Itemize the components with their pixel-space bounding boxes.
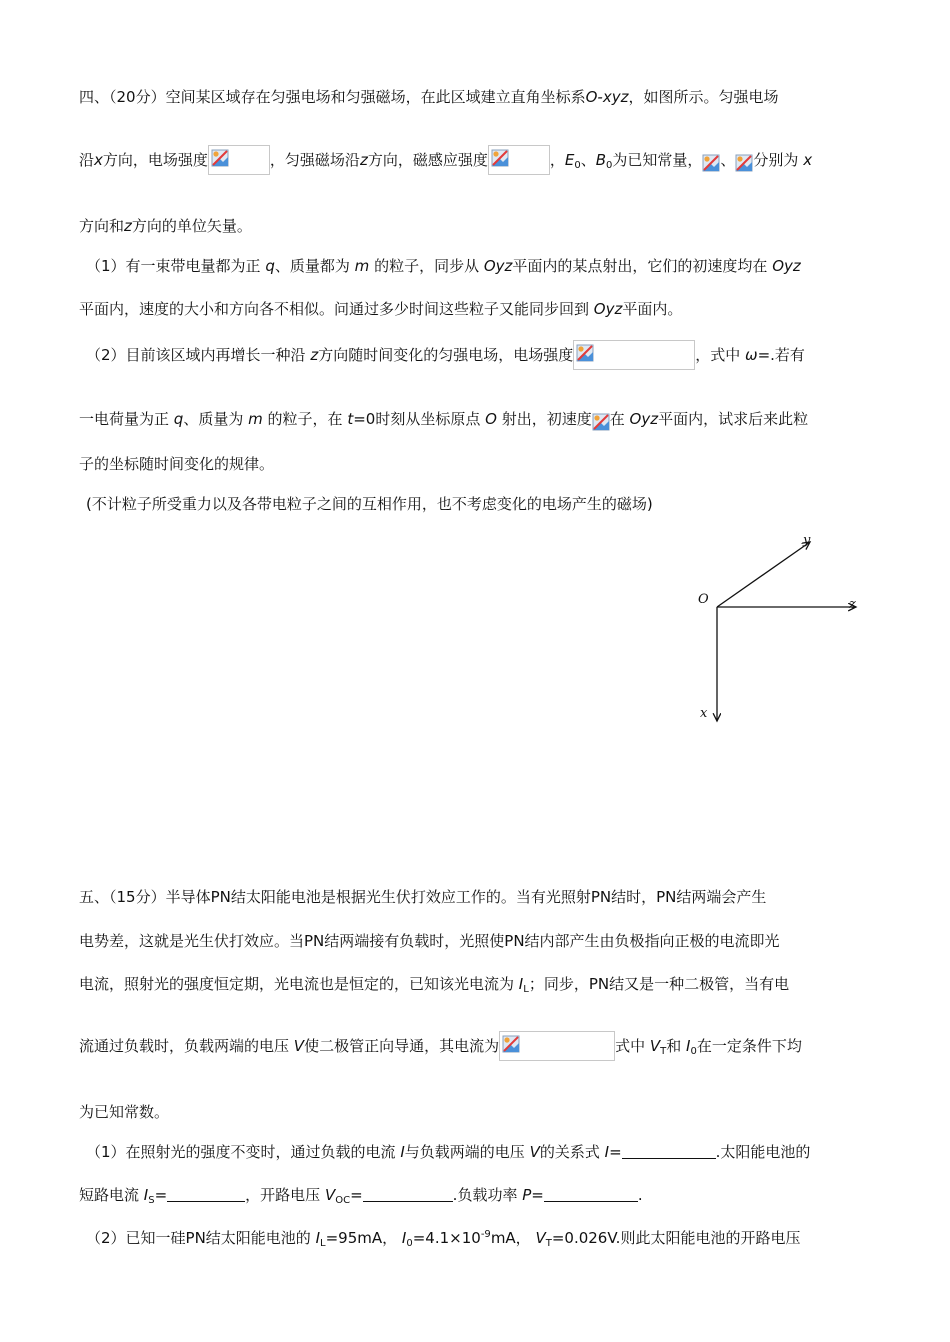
broken-image-icon [491, 149, 509, 167]
text-run: 0 [406, 1238, 413, 1249]
text-run: ω [745, 346, 758, 364]
text-run: 平面内。 [622, 300, 683, 318]
text-run: I [686, 1037, 691, 1055]
text-run: V [529, 1143, 540, 1161]
text-run: 方向，磁感应强度 [367, 151, 488, 169]
text-run: 短路电流 [79, 1186, 140, 1204]
text-run: I [604, 1143, 610, 1161]
text-run: ， [549, 151, 565, 169]
text-run: V [324, 1186, 336, 1204]
text-run: S [148, 1195, 155, 1206]
text-run: = [350, 1186, 363, 1204]
text-run: 分别为 [753, 151, 799, 169]
text-run: 方向，电场强度 [102, 151, 208, 169]
broken-image-icon [211, 149, 229, 167]
text-run: （2）已知一硅PN结太阳能电池的 [86, 1229, 311, 1247]
coordinate-axes-figure [690, 525, 870, 735]
y-axis-label: y [803, 533, 811, 548]
electric-field-formula-image [208, 145, 270, 175]
text-run: 在 [609, 410, 625, 428]
q5-line-1: 五、（15分）半导体PN结太阳能电池是根据光生伏打效应工作的。当有光照射PN结时，PN结两端会产生 [79, 888, 767, 906]
q5-line-4 [79, 1031, 802, 1062]
text-run: 使二极管正向导通，其电流为 [304, 1037, 500, 1055]
text-run: 沿 [79, 151, 95, 169]
text-run: = [154, 1186, 168, 1204]
q5-part2-line-1 [86, 1225, 800, 1254]
text-run: 、质量都为 [274, 257, 350, 275]
q4-line-2 [79, 145, 812, 176]
x-axis-label: x [700, 706, 708, 721]
text-run: Oyz [593, 300, 623, 318]
q4-part2-line-3: 子的坐标随时间变化的规律。 [79, 455, 275, 473]
broken-image-icon [735, 154, 753, 172]
q5-part1-line-2 [79, 1185, 643, 1211]
text-run: P [522, 1186, 532, 1204]
text-run: L [320, 1238, 326, 1249]
answer-blank-power[interactable] [544, 1201, 638, 1202]
text-run: 0 [574, 160, 581, 171]
text-run: t [347, 410, 354, 428]
origin-label: O [698, 592, 709, 607]
broken-image-icon [502, 1035, 520, 1053]
text-run: =95mA， [325, 1229, 398, 1247]
unit-vector-i-image [702, 151, 720, 175]
text-run: ，匀强磁场沿 [269, 151, 360, 169]
text-run: m [354, 257, 370, 275]
text-run: T [660, 1046, 667, 1057]
text-run: 为已知常量， [612, 151, 703, 169]
text-run: 平面内，试求后来此粒 [658, 410, 809, 428]
q4-note: (不计粒子所受重力以及各带电粒子之间的互相作用，也不考虑变化的电场产生的磁场) [86, 495, 653, 513]
broken-image-icon [592, 413, 610, 431]
answer-blank-short-circuit[interactable] [167, 1201, 245, 1202]
text-run: E [564, 151, 575, 169]
text-run: Oyz [629, 410, 659, 428]
text-run: =0.026V.则此太阳能电池的开路电压 [551, 1229, 801, 1247]
text-run: 、质量为 [183, 410, 244, 428]
text-run: 方向随时间变化的匀强电场，电场强度 [318, 346, 574, 364]
answer-blank-current[interactable] [622, 1158, 716, 1159]
text-run: =0时刻从坐标原点 [353, 410, 481, 428]
text-run: 、 [580, 151, 596, 169]
text-run: ，开路电压 [245, 1186, 321, 1204]
text-run: O [485, 410, 497, 428]
time-varying-field-formula-image [573, 340, 695, 370]
q5-part1-line-1 [86, 1142, 810, 1162]
text-run: OC [335, 1195, 351, 1206]
text-run: （1）有一束带电量都为正 [86, 257, 261, 275]
diode-current-formula-image [499, 1031, 615, 1061]
q4-part2-line-1 [86, 340, 805, 370]
text-run: . [637, 1186, 643, 1204]
text-run: I [400, 1143, 405, 1161]
text-run: q [173, 410, 184, 428]
text-run: 方向的单位矢量。 [131, 217, 252, 235]
text-run: 的关系式 [539, 1143, 600, 1161]
text-run: Oyz [772, 257, 801, 275]
text-run: 流通过负载时，负载两端的电压 [79, 1037, 290, 1055]
text-run: .负载功率 [452, 1186, 518, 1204]
text-run: 射出，初速度 [501, 410, 592, 428]
text-run: I [518, 975, 524, 993]
text-run: -9 [480, 1229, 491, 1240]
text-run: 的粒子，同步从 [374, 257, 480, 275]
text-run: Oyz [483, 257, 513, 275]
text-run: m [248, 410, 263, 428]
text-run: z [359, 151, 368, 169]
text-run: 在一定条件下均 [696, 1037, 802, 1055]
z-axis-label: z [849, 597, 856, 612]
text-run: 平面内的某点射出，它们的初速度均在 [512, 257, 768, 275]
text-run: .太阳能电池的 [715, 1143, 811, 1161]
q5-line-3 [79, 974, 789, 1000]
text-run: 0 [690, 1046, 697, 1057]
y-axis [717, 542, 810, 607]
text-run: I [143, 1186, 149, 1204]
broken-image-icon [576, 344, 594, 362]
text-run: = [531, 1186, 544, 1204]
text-run: I [315, 1229, 321, 1247]
text-run: ，如图所示。匀强电场 [628, 88, 779, 106]
text-run: I [401, 1229, 407, 1247]
text-run: 0 [606, 160, 613, 171]
broken-image-icon [702, 154, 720, 172]
q4-part2-line-2 [79, 409, 808, 434]
text-run: V [649, 1037, 661, 1055]
text-run: V [293, 1037, 305, 1055]
q4-part1-line-2 [79, 299, 682, 319]
text-run: =.若有 [757, 346, 805, 364]
text-run: V [535, 1229, 546, 1247]
text-run: x [803, 151, 813, 169]
text-run: L [523, 984, 529, 995]
text-run: mA， [490, 1229, 531, 1247]
q5-line-2: 电势差，这就是光生伏打效应。当PN结两端接有负载时，光照使PN结内部产生由负极指向正极的电流即光 [79, 932, 780, 950]
unit-vector-k-image [735, 151, 753, 175]
initial-velocity-image [592, 410, 610, 434]
text-run: 的粒子，在 [267, 410, 343, 428]
text-run: 方向和 [79, 217, 125, 235]
q4-line-3 [79, 216, 252, 236]
text-run: （1）在照射光的强度不变时，通过负载的电流 [86, 1143, 396, 1161]
text-run: x [94, 151, 103, 169]
text-run: z [310, 346, 319, 364]
text-run: 与负载两端的电压 [404, 1143, 525, 1161]
text-run: 和 [666, 1037, 682, 1055]
text-run: T [545, 1238, 552, 1249]
text-run: 平面内，速度的大小和方向各不相似。问通过多少时间这些粒子又能同步回到 [79, 300, 590, 318]
text-run: =4.1×10 [412, 1229, 481, 1247]
q5-line-5: 为已知常数。 [79, 1103, 170, 1121]
answer-blank-open-circuit[interactable] [363, 1201, 453, 1202]
text-run: 一电荷量为正 [79, 410, 170, 428]
text-run: 四、（20分）空间某区域存在匀强电场和匀强磁场，在此区域建立直角坐标系 [79, 88, 586, 106]
text-run: 电流，照射光的强度恒定期，光电流也是恒定的，已知该光电流为 [79, 975, 515, 993]
text-run: （2）目前该区域内再增长一种沿 [86, 346, 306, 364]
text-run: O-xyz [585, 88, 629, 106]
q4-line-1 [79, 87, 778, 107]
text-run: q [265, 257, 275, 275]
text-run: ，式中 [695, 346, 741, 364]
text-run: 、 [720, 151, 736, 169]
q4-part1-line-1 [86, 256, 801, 276]
text-run: z [124, 217, 132, 235]
magnetic-field-formula-image [488, 145, 550, 175]
text-run: B [595, 151, 607, 169]
text-run: ；同步，PN结又是一种二极管，当有电 [528, 975, 790, 993]
text-run: 式中 [615, 1037, 646, 1055]
text-run: = [609, 1143, 622, 1161]
